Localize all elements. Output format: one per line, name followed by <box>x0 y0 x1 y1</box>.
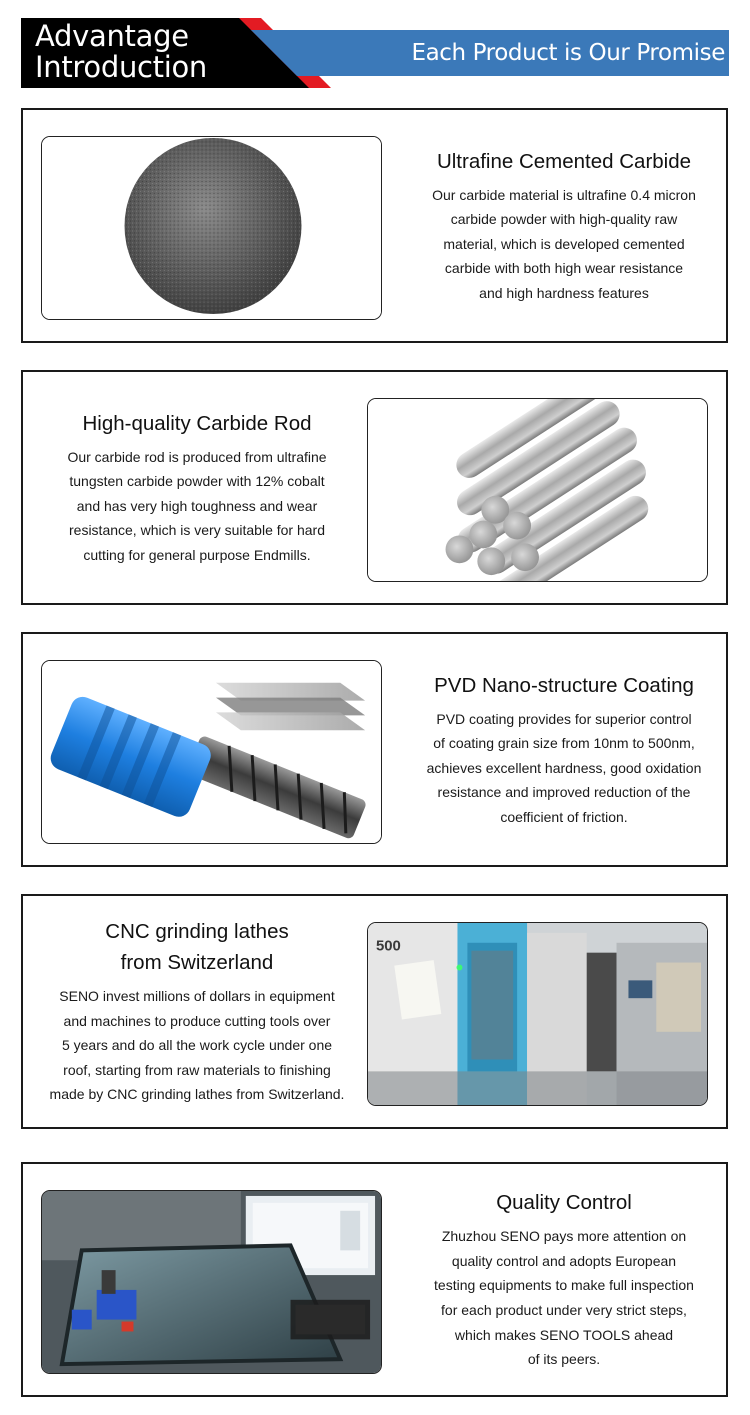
card-title: PVD Nano-structure Coating <box>434 673 694 697</box>
card-title: CNC grinding lathes from Switzerland <box>105 920 289 975</box>
carbide-rod-text <box>29 372 365 603</box>
coated-endmill-image <box>41 660 382 844</box>
card-title: Quality Control <box>496 1191 632 1215</box>
feature-card-cnc-lathes <box>21 894 728 1129</box>
feature-card-carbide-rod <box>21 370 728 605</box>
section-header <box>21 18 729 88</box>
feature-card-quality-control <box>21 1162 728 1397</box>
header-slogan: Each Product is Our Promise <box>411 40 725 66</box>
card-description: Our carbide material is ultrafine 0.4 micron carbide powder with high-quality raw material, which is developed cemented carbide with both high wear resistance and high hardness features <box>432 186 696 301</box>
card-description: Our carbide rod is produced from ultrafine tungsten carbide powder with 12% cobalt and has very high toughness and wear resistance, which is very suitable for hard cutting for general purpose Endmills. <box>67 448 327 563</box>
quality-control-text <box>401 1164 727 1395</box>
feature-card-pvd-coating <box>21 632 728 867</box>
card-description: SENO invest millions of dollars in equipment and machines to produce cutting tools over 5 years and do all the work cycle under one roof, starting from raw materials to finishing made by CNC grinding lathes from Switzerland. <box>49 988 345 1103</box>
carbide-powder-text <box>401 110 727 341</box>
cnc-workshop-image <box>367 922 708 1106</box>
card-description: Zhuzhou SENO pays more attention on quality control and adopts European testing equipments to make full inspection for each product under very strict steps, which makes SENO TOOLS ahead of its peers. <box>434 1228 694 1368</box>
pvd-coating-text <box>401 634 727 865</box>
card-title: High-quality Carbide Rod <box>82 411 312 435</box>
carbide-powder-image <box>41 136 382 320</box>
header-title: Advantage Introduction <box>35 19 208 84</box>
inspection-machine-image <box>41 1190 382 1374</box>
card-title: Ultrafine Cemented Carbide <box>436 149 692 173</box>
carbide-rods-image <box>367 398 708 582</box>
machine-number-label: 500 <box>375 938 401 955</box>
cnc-lathes-text <box>29 896 365 1127</box>
feature-card-carbide-powder <box>21 108 728 343</box>
card-description: PVD coating provides for superior control of coating grain size from 10nm to 500nm, achieves excellent hardness, good oxidation resistance and improved reduction of the coefficient of friction. <box>426 710 702 825</box>
